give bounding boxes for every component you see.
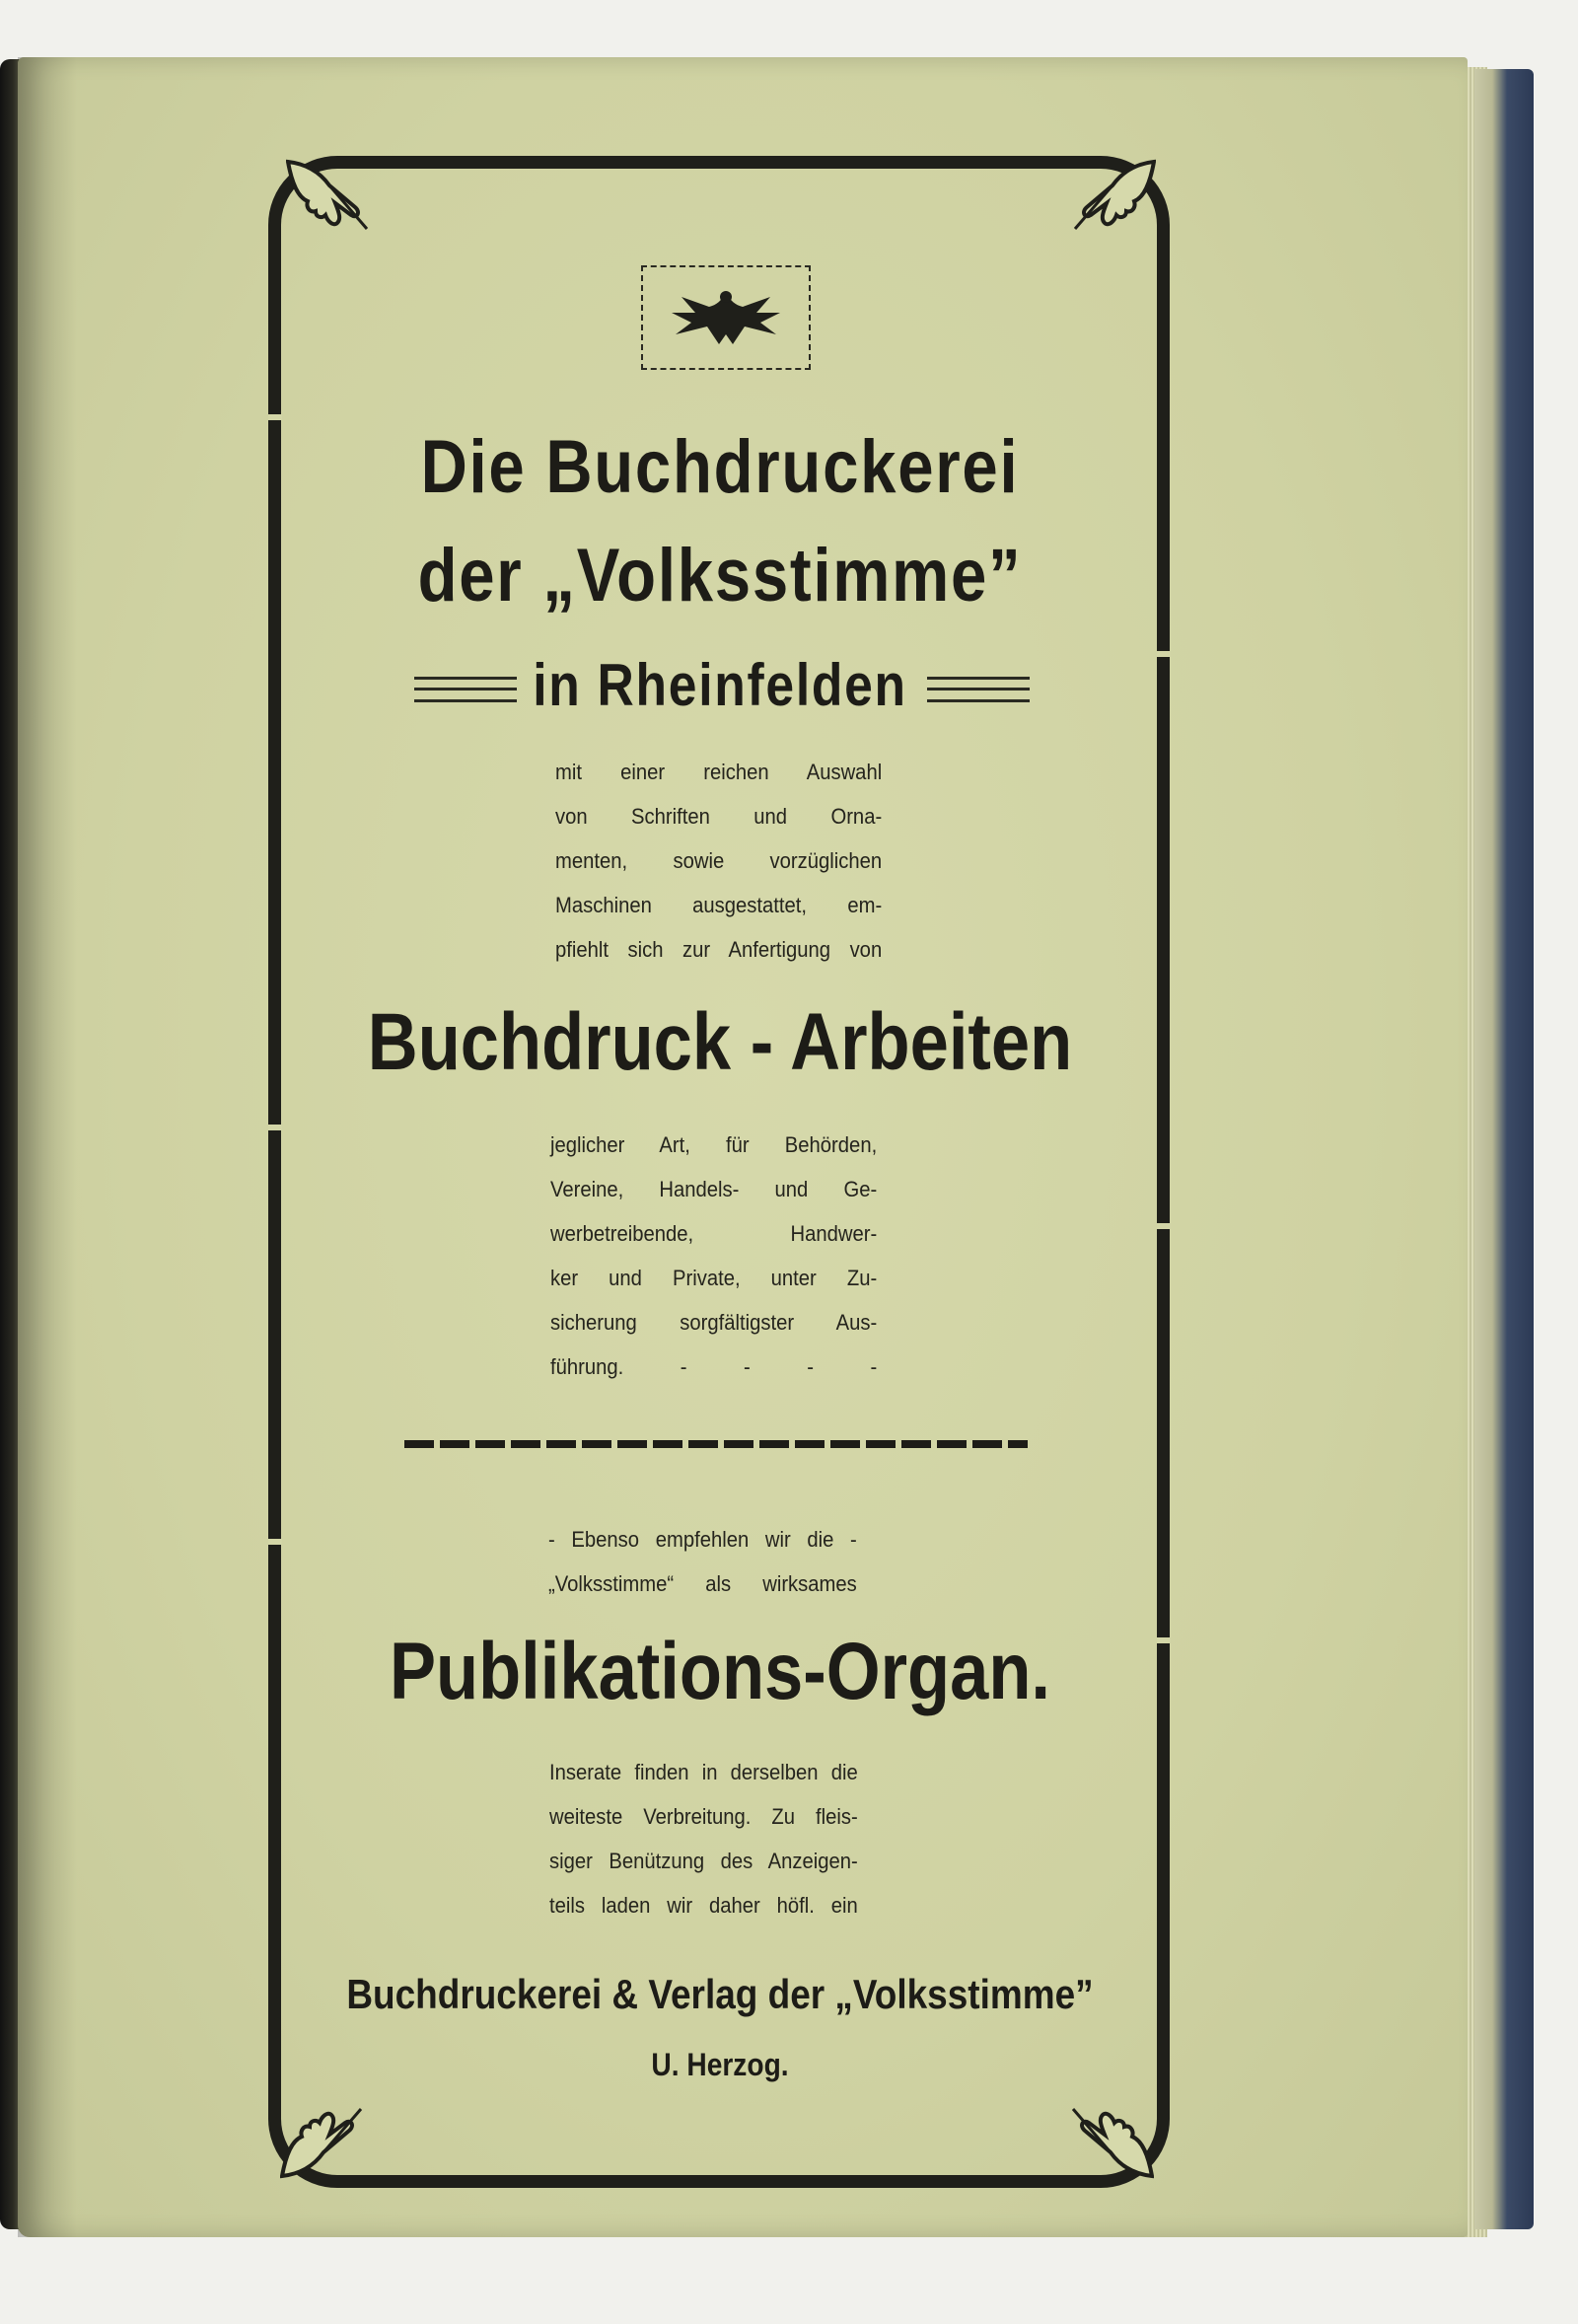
decorative-rule-right (927, 677, 1030, 702)
text-line: von Schriften und Orna- (555, 804, 883, 829)
text-line: ker und Private, unter Zu- (550, 1266, 878, 1290)
intro-paragraph (555, 750, 882, 972)
pointing-hand-icon (280, 2091, 369, 2180)
publisher-name: U. Herzog. (651, 2047, 789, 2082)
frame-gap (1157, 1223, 1171, 1229)
heading-line-3: in Rheinfelden (533, 652, 907, 718)
ads-paragraph (549, 1750, 858, 1927)
text-line: Vereine, Handels- und Ge- (550, 1177, 878, 1201)
headline-publikations-organ: Publikations-Organ. (389, 1627, 1051, 1716)
eagle-emblem-icon (662, 283, 790, 352)
text-line: menten, sowie vorzüglichen (555, 848, 883, 873)
pointing-hand-icon (1065, 2091, 1154, 2180)
headline-buchdruck-arbeiten: Buchdruck - Arbeiten (367, 997, 1073, 1087)
text-line: Inserate finden in derselben die (549, 1760, 858, 1784)
text-line: „Volksstimme“ als wirksames (548, 1571, 857, 1596)
page-gutter-shadow (18, 57, 77, 2237)
text-line: mit einer reichen Auswahl (555, 760, 883, 784)
text-line: weiteste Verbreitung. Zu fleis- (549, 1804, 858, 1829)
pointing-hand-icon (1067, 158, 1156, 247)
heading-line-2: der „Volksstimme” (417, 534, 1023, 617)
dashed-divider (404, 1440, 1028, 1448)
text-line: teils laden wir daher höfl. ein (549, 1893, 858, 1918)
frame-gap (268, 1539, 282, 1545)
heading-line-1: Die Buchdruckerei (420, 425, 1020, 509)
text-line: führung. - - - - (550, 1354, 878, 1379)
work-paragraph (550, 1123, 877, 1389)
frame-gap (268, 414, 282, 420)
frame-gap (268, 1125, 282, 1130)
recommend-paragraph (548, 1517, 857, 1606)
text-line: pfiehlt sich zur Anfertigung von (555, 937, 883, 962)
text-line: siger Benützung des Anzeigen- (549, 1849, 858, 1873)
text-line: Maschinen ausgestattet, em- (555, 893, 883, 917)
frame-gap (1157, 1637, 1171, 1643)
frame-gap (1157, 651, 1171, 657)
pointing-hand-icon (286, 158, 375, 247)
signature-line: Buchdruckerei & Verlag der „Volksstimme” (346, 1971, 1094, 2017)
text-line: - Ebenso empfehlen wir die - (548, 1527, 857, 1552)
emblem-box (641, 265, 811, 370)
text-line: werbetreibende, Handwer- (550, 1221, 878, 1246)
text-line: sicherung sorgfältigster Aus- (550, 1310, 878, 1335)
book-cover-right (1474, 69, 1534, 2229)
text-line: jeglicher Art, für Behörden, (550, 1132, 878, 1157)
